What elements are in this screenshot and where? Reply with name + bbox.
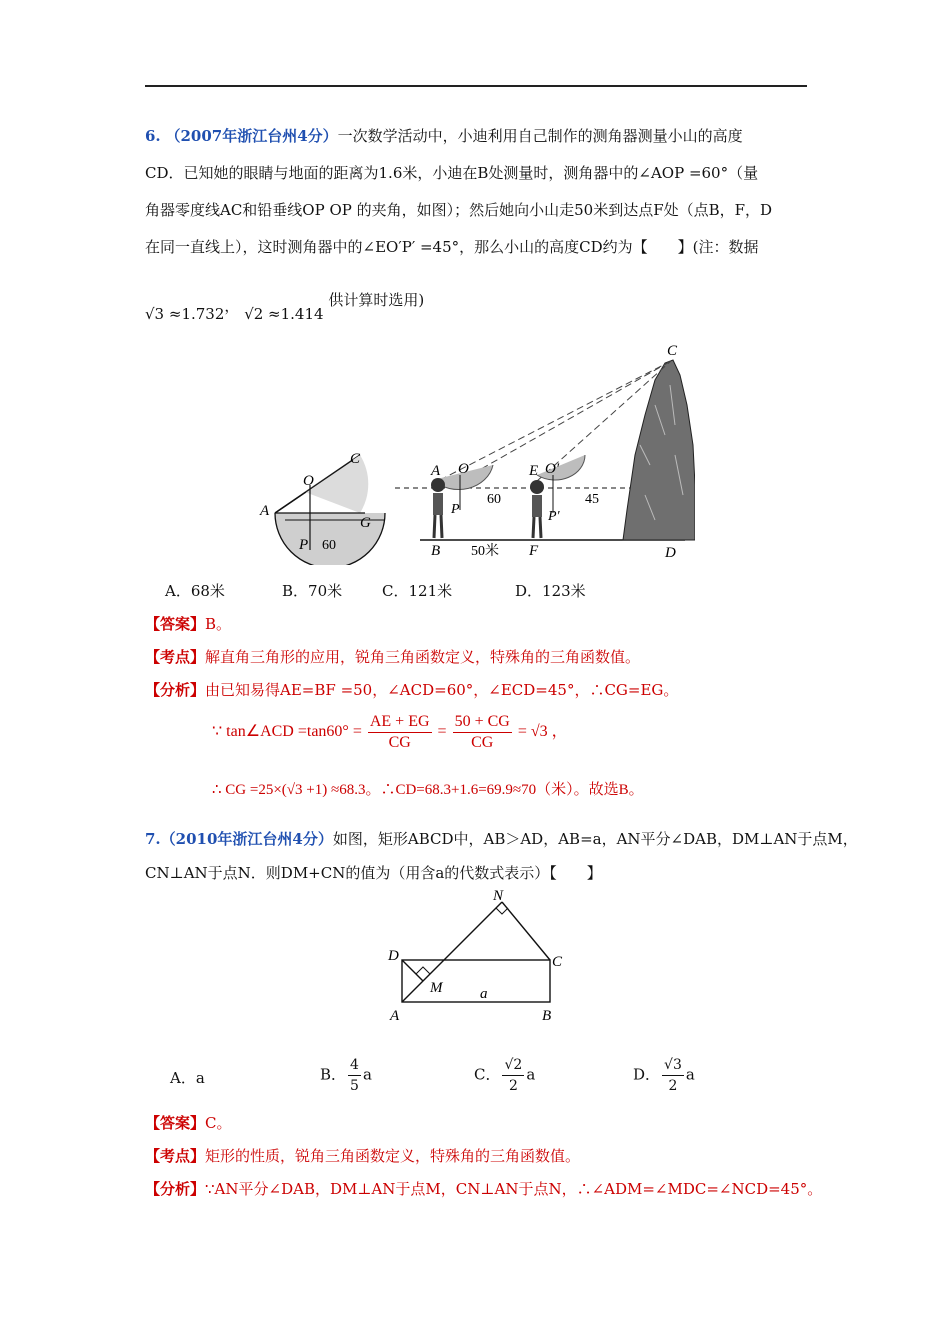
q7-point-text: 矩形的性质，锐角三角函数定义，特殊角的三角函数值。 <box>205 1147 581 1165</box>
eq1-fraction-1 <box>368 712 432 753</box>
q6-note <box>145 290 425 323</box>
q6-source: （2007年浙江台州4分） <box>165 127 338 145</box>
q7-option-c-tail: a <box>526 1065 536 1084</box>
fig-label-C: C <box>350 451 361 467</box>
q6-point-tag: 【考点】 <box>145 648 206 666</box>
q7-option-d-tail: a <box>685 1065 695 1084</box>
q6-number: 6. <box>145 127 161 145</box>
q7-option-b-den: 5 <box>350 1078 359 1094</box>
header-rule <box>145 85 807 87</box>
fig-label-P: P <box>299 537 309 553</box>
fig-label-A2: A <box>431 463 441 479</box>
fig-label-45: 45 <box>585 492 599 507</box>
q7-option-d-fraction <box>662 1055 684 1096</box>
fig-label-F: F <box>529 543 539 559</box>
protractor-diagram <box>259 451 385 565</box>
eq1-end: = √3 ， <box>517 723 568 741</box>
q7-point-tag: 【考点】 <box>145 1147 206 1165</box>
q6-line2: CD．已知她的眼睛与地面的距离为1.6米，小迪在B处测量时，测角器中的∠AOP =60°（量 <box>145 164 759 182</box>
eq1-num-2: 50 + CG <box>453 712 512 733</box>
q7-option-c-label: C． <box>474 1065 501 1084</box>
q6-answer <box>145 614 231 634</box>
fig7-label-B: B <box>542 1008 552 1024</box>
q6-equation-1 <box>212 712 568 753</box>
q7-point <box>145 1146 580 1166</box>
q7-option-c-fraction <box>502 1055 524 1096</box>
q7-figure <box>380 888 580 1028</box>
fig-label-C2: C <box>667 343 678 359</box>
q7-option-d-label: D． <box>633 1065 661 1084</box>
q7-analysis <box>145 1179 822 1199</box>
q6-line3: 角器零度线AC和铅垂线OP OP 的夹角，如图）；然后她向小山走50米到达点F处（点B，F，D <box>145 201 773 219</box>
q7-analysis-text: ∵AN平分∠DAB，DM⊥AN于点M，CN⊥AN于点N，∴∠ADM=∠MDC=∠NCD=45°。 <box>205 1180 823 1198</box>
q7-option-c-den: 2 <box>508 1078 518 1094</box>
q7-analysis-tag: 【分析】 <box>145 1180 206 1198</box>
eq1-prefix: ∵ tan∠ACD =tan60° = <box>212 723 362 741</box>
q7-line1 <box>145 829 858 849</box>
fig-label-E: E <box>529 463 539 479</box>
eq1-fraction-2 <box>453 712 512 753</box>
q6-analysis-tag: 【分析】 <box>145 681 206 699</box>
eq1-mid: = <box>437 723 447 741</box>
q6-text1: 一次数学活动中，小迪利用自己制作的测角器测量小山的高度 <box>337 127 743 145</box>
q7-line2: CN⊥AN于点N．则DM+CN的值为（用含a的代数式表示）【 】 <box>145 864 602 882</box>
q6-line1 <box>145 126 743 146</box>
q7-option-b-num: 4 <box>348 1055 361 1076</box>
q6-figure <box>255 335 695 565</box>
q6-note-sqrt2: √2 ≈1.414 <box>244 305 324 323</box>
q7-option-a: A．a <box>170 1069 205 1087</box>
q6-line4: 在同一直线上），这时测角器中的∠EO′P′ =45°，那么小山的高度CD约为【 】(注：数据 <box>145 238 759 256</box>
q7-option-b <box>320 1055 372 1096</box>
fig-label-P3: P′ <box>548 509 560 524</box>
fig7-label-D: D <box>388 948 399 964</box>
q6-option-d: D．123米 <box>515 582 586 600</box>
q7-option-b-tail: a <box>362 1065 372 1084</box>
q6-option-c: C．121米 <box>382 582 453 600</box>
q7-answer-value: C。 <box>205 1114 232 1132</box>
q7-answer-tag: 【答案】 <box>145 1114 206 1132</box>
fig7-label-C: C <box>552 954 563 970</box>
fig-label-D: D <box>665 545 676 561</box>
fig-label-A: A <box>260 503 270 519</box>
q6-answer-value: B。 <box>205 615 232 633</box>
q6-answer-tag: 【答案】 <box>145 615 206 633</box>
q6-note-sep: ， <box>224 297 240 315</box>
rectangle-diagram <box>387 888 563 1024</box>
q6-option-a: A．68米 <box>165 582 225 600</box>
q6-option-b: B．70米 <box>282 582 343 600</box>
eq1-num-1: AE + EG <box>368 712 432 733</box>
fig-label-50m: 50米 <box>471 544 499 559</box>
fig-label-P2: P <box>451 502 460 517</box>
fig-label-60b: 60 <box>487 492 501 507</box>
q7-answer <box>145 1113 232 1133</box>
q6-equation-2: ∴ CG =25×(√3 +1) ≈68.3。∴CD=68.3+1.6=69.9≈70（米）。故选B。 <box>212 782 644 798</box>
q7-text1: 如图，矩形ABCD中，AB＞AD，AB=a，AN平分∠DAB，DM⊥AN于点M， <box>332 830 858 848</box>
fig7-label-a: a <box>480 986 488 1002</box>
q6-analysis <box>145 680 678 700</box>
fig-label-G: G <box>360 515 371 531</box>
eq1-den-2: CG <box>471 734 494 751</box>
q7-source: （2010年浙江台州4分） <box>160 830 333 848</box>
q6-note-tail: 供计算时选用) <box>328 291 425 309</box>
fig-label-B: B <box>431 543 441 559</box>
q6-note-sqrt3: √3 ≈1.732 <box>145 305 225 323</box>
fig-label-O3: O′ <box>545 461 560 477</box>
q7-option-b-fraction <box>348 1055 361 1096</box>
q6-point-text: 解直角三角形的应用，锐角三角函数定义，特殊角的三角函数值。 <box>205 648 641 666</box>
mountain-diagram <box>395 343 695 561</box>
fig7-label-A: A <box>390 1008 400 1024</box>
fig7-label-N: N <box>493 888 504 904</box>
q7-option-d <box>633 1055 695 1096</box>
q7-option-c <box>474 1055 535 1096</box>
q7-option-b-label: B． <box>320 1065 347 1084</box>
fig-label-60: 60 <box>322 538 336 553</box>
fig7-label-M: M <box>430 980 443 996</box>
q7-option-d-num: √3 <box>662 1055 684 1076</box>
q7-number: 7. <box>145 830 161 848</box>
q7-option-d-den: 2 <box>668 1078 678 1094</box>
q6-point <box>145 647 640 667</box>
q6-analysis-text: 由已知易得AE=BF =50，∠ACD=60°，∠ECD=45°，∴CG=EG。 <box>205 681 679 699</box>
q7-option-c-num: √2 <box>502 1055 524 1076</box>
fig-label-O: O <box>303 473 314 489</box>
eq1-den-1: CG <box>388 734 411 751</box>
fig-label-O2: O <box>458 461 469 477</box>
